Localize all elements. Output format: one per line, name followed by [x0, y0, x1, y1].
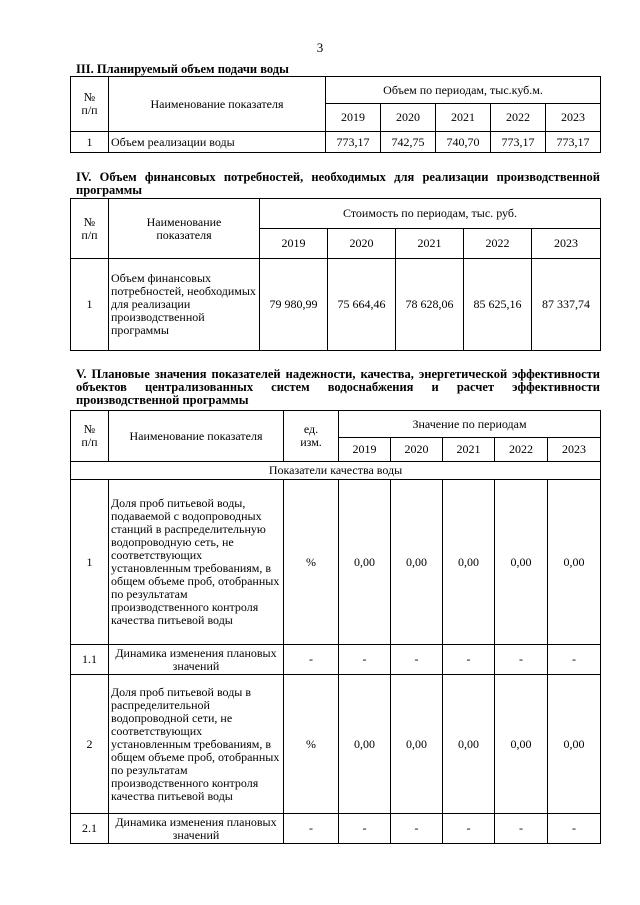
year-header: 2022 — [491, 104, 546, 132]
period-group-header: Значение по периодам — [339, 411, 601, 438]
value-cell: 0,00 — [391, 480, 443, 645]
year-header: 2020 — [391, 438, 443, 462]
value-cell: - — [391, 814, 443, 844]
col-name-header: Наименование показателя — [109, 411, 284, 462]
value-cell: - — [548, 645, 601, 675]
value-cell: 85 625,16 — [464, 259, 532, 351]
financial-needs-table — [70, 198, 601, 351]
planned-water-supply-table — [70, 76, 601, 153]
col-num-header: № п/п — [71, 199, 109, 259]
value-cell: 740,70 — [436, 132, 491, 153]
row-number: 2.1 — [71, 814, 109, 844]
value-cell: - — [548, 814, 601, 844]
value-cell: 0,00 — [548, 675, 601, 814]
row-number: 1.1 — [71, 645, 109, 675]
row-name: Доля проб питьевой воды в распределительной водопроводной сети, не соответствующих установленным требованиям, в общем объеме проб, отобранных по результатам производственного контроля качества питьевой воды — [109, 675, 284, 814]
table-row — [71, 675, 601, 814]
col-num-header: № п/п — [71, 77, 109, 132]
value-cell: 79 980,99 — [260, 259, 328, 351]
value-cell: 0,00 — [443, 675, 495, 814]
value-cell: - — [391, 645, 443, 675]
row-name: Динамика изменения плановых значений — [109, 645, 284, 675]
value-cell: 0,00 — [495, 480, 548, 645]
value-cell: 87 337,74 — [532, 259, 601, 351]
col-name-header: Наименование показателя — [109, 77, 326, 132]
period-group-header: Объем по периодам, тыс.куб.м. — [326, 77, 601, 104]
section-4-heading: IV. Объем финансовых потребностей, необходимых для реализации производственной программы — [76, 170, 600, 197]
table-row — [71, 132, 601, 153]
year-header: 2019 — [339, 438, 391, 462]
section-5-heading: V. Плановые значения показателей надежности, качества, энергетической эффективности объектов централизованных систем водоснабжения и расчет эффективности производственной программы — [76, 367, 600, 407]
value-cell: 75 664,46 — [328, 259, 396, 351]
value-cell: - — [495, 814, 548, 844]
year-header: 2022 — [464, 229, 532, 259]
unit-cell: - — [284, 814, 339, 844]
year-header: 2023 — [532, 229, 601, 259]
row-name: Доля проб питьевой воды, подаваемой с водопроводных станций в распределительную водопроводную сеть, не соответствующих установленным требованиям, в общем объеме проб, отобранных по результатам производственного контроля качества питьевой воды — [109, 480, 284, 645]
unit-cell: % — [284, 480, 339, 645]
row-number: 1 — [71, 132, 109, 153]
year-header: 2019 — [260, 229, 328, 259]
value-cell: 0,00 — [391, 675, 443, 814]
quality-indicators-table — [70, 410, 601, 844]
value-cell: 0,00 — [443, 480, 495, 645]
value-cell: 0,00 — [495, 675, 548, 814]
value-cell: 0,00 — [339, 480, 391, 645]
section-3-heading: III. Планируемый объем подачи воды — [76, 62, 289, 76]
col-unit-header: ед. изм. — [284, 411, 339, 462]
table-row — [71, 480, 601, 645]
row-number: 1 — [71, 480, 109, 645]
row-name: Объем финансовых потребностей, необходимых для реализации производственной программы — [109, 259, 260, 351]
unit-cell: % — [284, 675, 339, 814]
year-header: 2022 — [495, 438, 548, 462]
year-header: 2023 — [546, 104, 601, 132]
year-header: 2021 — [443, 438, 495, 462]
unit-cell: - — [284, 645, 339, 675]
year-header: 2023 — [548, 438, 601, 462]
row-name: Объем реализации воды — [109, 132, 326, 153]
col-num-header: № п/п — [71, 411, 109, 462]
year-header: 2021 — [436, 104, 491, 132]
value-cell: 0,00 — [339, 675, 391, 814]
value-cell: 742,75 — [381, 132, 436, 153]
section-subheader: Показатели качества воды — [71, 462, 601, 480]
page-number: 3 — [316, 40, 324, 55]
year-header: 2021 — [396, 229, 464, 259]
value-cell: - — [339, 814, 391, 844]
col-name-header: Наименование показателя — [109, 199, 260, 259]
value-cell: - — [443, 645, 495, 675]
value-cell: - — [443, 814, 495, 844]
value-cell: 0,00 — [548, 480, 601, 645]
row-number: 1 — [71, 259, 109, 351]
row-name: Динамика изменения плановых значений — [109, 814, 284, 844]
row-number: 2 — [71, 675, 109, 814]
period-group-header: Стоимость по периодам, тыс. руб. — [260, 199, 601, 229]
table-row — [71, 814, 601, 844]
year-header: 2020 — [328, 229, 396, 259]
value-cell: - — [495, 645, 548, 675]
value-cell: 773,17 — [546, 132, 601, 153]
table-row — [71, 645, 601, 675]
value-cell: - — [339, 645, 391, 675]
table-row — [71, 259, 601, 351]
value-cell: 773,17 — [326, 132, 381, 153]
year-header: 2019 — [326, 104, 381, 132]
value-cell: 78 628,06 — [396, 259, 464, 351]
value-cell: 773,17 — [491, 132, 546, 153]
year-header: 2020 — [381, 104, 436, 132]
